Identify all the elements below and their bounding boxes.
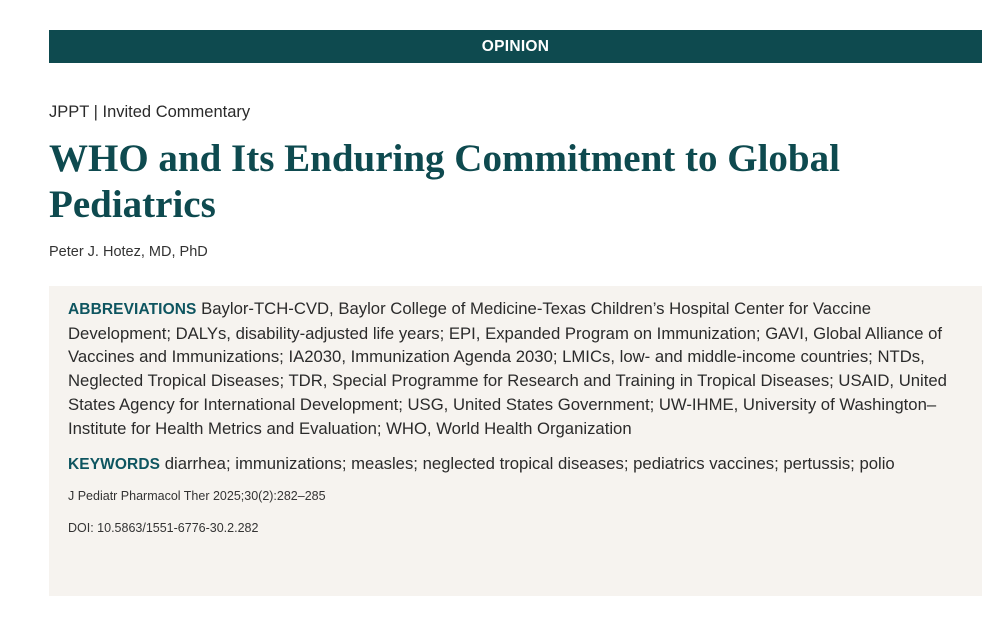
abstract-box bbox=[49, 286, 982, 596]
abbreviations-paragraph bbox=[68, 297, 963, 440]
abbreviations-label: ABBREVIATIONS bbox=[68, 301, 197, 318]
keywords-text: diarrhea; immunizations; measles; neglected tropical diseases; pediatrics vaccines; pertussis; polio bbox=[164, 454, 895, 474]
journal-section-label: JPPT | Invited Commentary bbox=[49, 103, 251, 121]
doi-link[interactable]: DOI: 10.5863/1551-6776-30.2.282 bbox=[68, 520, 259, 535]
keywords-paragraph bbox=[68, 452, 963, 477]
article-title: WHO and Its Enduring Commitment to Global Pediatrics bbox=[49, 137, 840, 226]
keywords-label: KEYWORDS bbox=[68, 456, 161, 474]
author-line: Peter J. Hotez, MD, PhD bbox=[49, 244, 208, 260]
section-banner bbox=[49, 30, 982, 63]
banner-label: OPINION bbox=[481, 37, 550, 55]
abbreviations-text: Baylor-TCH-CVD, Baylor College of Medicine-Texas Children’s Hospital Center for Vaccine Development; DALYs, disability-adjusted life years; EPI, Expanded Program on Immunization; GAVI, Global Alliance of Vaccines and Immunizations; IA2030, Immunization Agenda 2030; LMICs, low- and middle-income countries; NTDs, Neglected Tropical Diseases; TDR, Special Programme for Research and Training in Tropical Diseases; USAID, United States Agency for International Development; USG, United States Government; UW-IHME, University of Washington–Institute for Health Metrics and Evaluation; WHO, World Health Organization bbox=[68, 299, 947, 438]
citation: J Pediatr Pharmacol Ther 2025;30(2):282–285 bbox=[68, 488, 326, 503]
